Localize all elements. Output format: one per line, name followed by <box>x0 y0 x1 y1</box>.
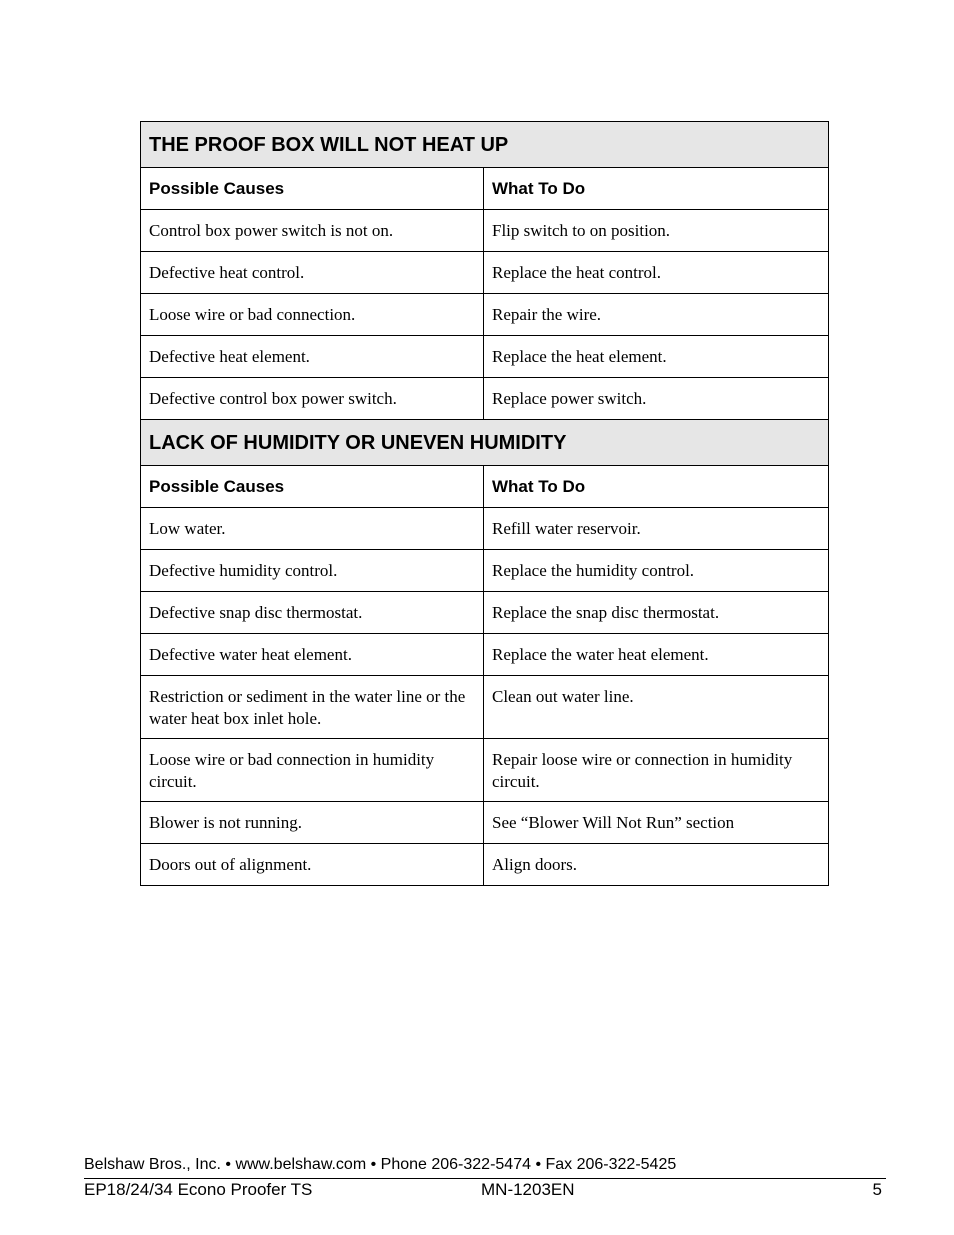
table-row <box>141 676 829 739</box>
cause-cell: Restriction or sediment in the water line or the water heat box inlet hole. <box>141 676 484 739</box>
footer-bar <box>84 1180 886 1200</box>
table-row <box>141 508 829 550</box>
column-header-causes: Possible Causes <box>141 168 484 210</box>
column-header-causes: Possible Causes <box>141 466 484 508</box>
troubleshooting-table <box>140 121 829 886</box>
section-title: LACK OF HUMIDITY OR UNEVEN HUMIDITY <box>141 420 829 466</box>
remedy-cell: Align doors. <box>484 844 829 886</box>
remedy-cell: Replace the heat element. <box>484 336 829 378</box>
remedy-cell: Replace the water heat element. <box>484 634 829 676</box>
cause-cell: Loose wire or bad connection. <box>141 294 484 336</box>
footer-model: EP18/24/34 Econo Proofer TS <box>84 1180 313 1199</box>
remedy-cell: Replace power switch. <box>484 378 829 420</box>
footer-divider <box>84 1178 886 1179</box>
table-row <box>141 844 829 886</box>
table-row <box>141 550 829 592</box>
remedy-cell: Clean out water line. <box>484 676 829 739</box>
column-header-todo: What To Do <box>484 168 829 210</box>
remedy-cell: Repair the wire. <box>484 294 829 336</box>
cause-cell: Doors out of alignment. <box>141 844 484 886</box>
cause-cell: Defective humidity control. <box>141 550 484 592</box>
column-header-todo: What To Do <box>484 466 829 508</box>
cause-cell: Defective water heat element. <box>141 634 484 676</box>
cause-cell: Defective snap disc thermostat. <box>141 592 484 634</box>
table-row <box>141 252 829 294</box>
table-row <box>141 592 829 634</box>
table-row <box>141 336 829 378</box>
remedy-cell: Replace the snap disc thermostat. <box>484 592 829 634</box>
table-row <box>141 378 829 420</box>
cause-cell: Defective heat element. <box>141 336 484 378</box>
section-header-row <box>141 420 829 466</box>
table-row <box>141 294 829 336</box>
page-number: 5 <box>872 1180 882 1199</box>
column-header-row <box>141 466 829 508</box>
table-row <box>141 739 829 802</box>
remedy-cell: Refill water reservoir. <box>484 508 829 550</box>
remedy-cell: Replace the humidity control. <box>484 550 829 592</box>
remedy-cell: Flip switch to on position. <box>484 210 829 252</box>
footer-contact: Belshaw Bros., Inc. • www.belshaw.com • Phone 206-322-5474 • Fax 206-322-5425 <box>84 1156 677 1173</box>
remedy-cell: Repair loose wire or connection in humidity circuit. <box>484 739 829 802</box>
section-header-row <box>141 122 829 168</box>
cause-cell: Defective control box power switch. <box>141 378 484 420</box>
table-row <box>141 634 829 676</box>
cause-cell: Defective heat control. <box>141 252 484 294</box>
remedy-cell: See “Blower Will Not Run” section <box>484 802 829 844</box>
table-row <box>141 210 829 252</box>
cause-cell: Loose wire or bad connection in humidity circuit. <box>141 739 484 802</box>
cause-cell: Blower is not running. <box>141 802 484 844</box>
cause-cell: Control box power switch is not on. <box>141 210 484 252</box>
remedy-cell: Replace the heat control. <box>484 252 829 294</box>
column-header-row <box>141 168 829 210</box>
section-title: THE PROOF BOX WILL NOT HEAT UP <box>141 122 829 168</box>
cause-cell: Low water. <box>141 508 484 550</box>
footer-manual-number: MN-1203EN <box>481 1180 575 1199</box>
table-row <box>141 802 829 844</box>
